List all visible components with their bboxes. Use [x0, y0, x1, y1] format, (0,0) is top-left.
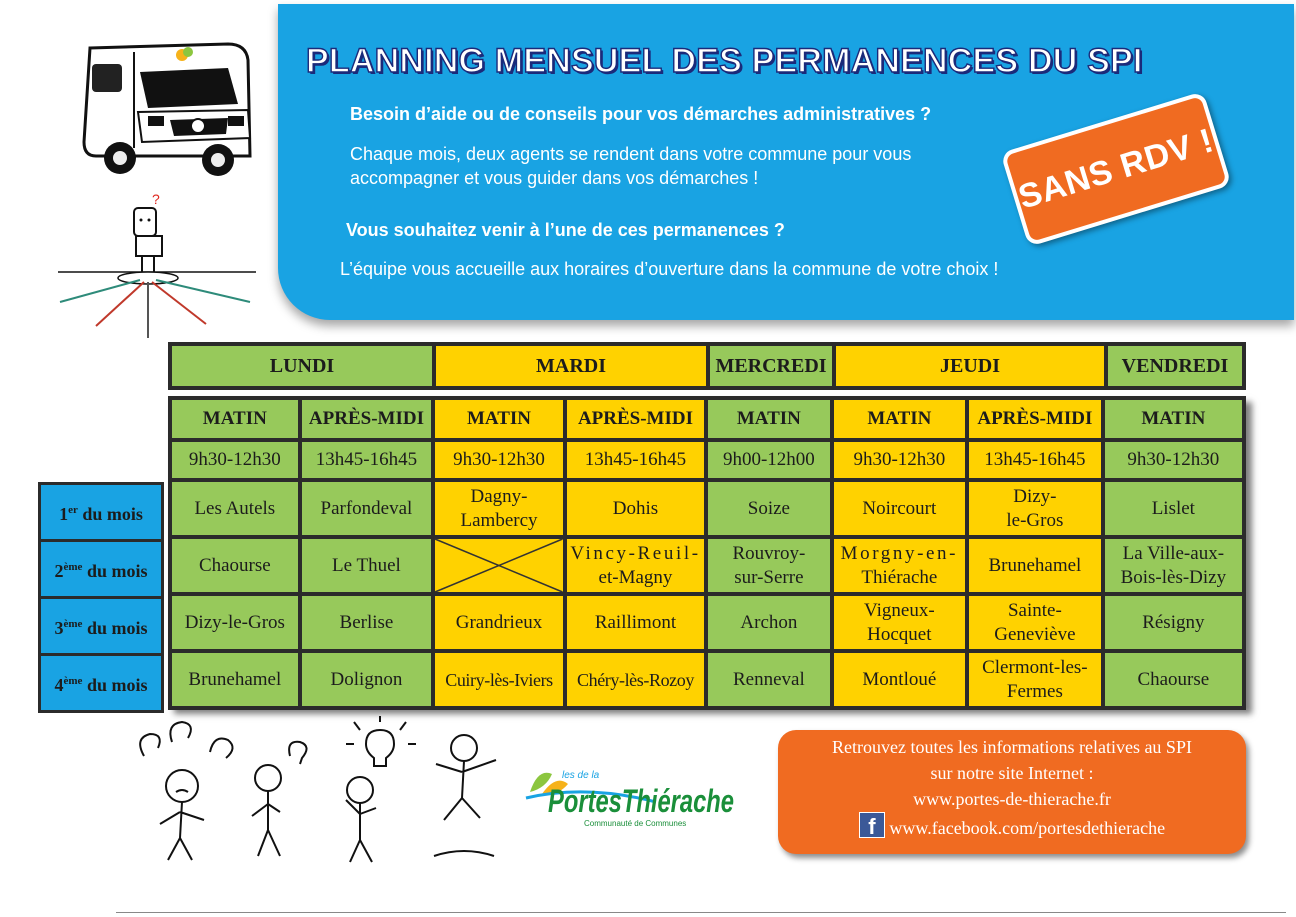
table-row [170, 651, 1244, 708]
period-row [170, 398, 1244, 440]
commune-cell: Vincy-Reuil- et-Magny [565, 537, 706, 594]
hours-cell: 13h45-16h45 [967, 440, 1103, 480]
commune-cell: Dohis [565, 480, 706, 537]
table-row [170, 594, 1244, 651]
commune-cell: Lislet [1103, 480, 1244, 537]
question-help: Besoin d’aide ou de conseils pour vos démarches administratives ? [350, 104, 932, 124]
commune-cell: Cuiry-lès-Iviers [433, 651, 565, 708]
period-cell: APRÈS-MIDI [967, 398, 1103, 440]
commune-cell: Archon [706, 594, 831, 651]
stick-figures-illustration [124, 716, 514, 866]
cross-mark-icon [435, 539, 563, 592]
hours-cell: 9h30-12h30 [832, 440, 967, 480]
week-labels [38, 482, 164, 713]
intro-text-line-1: Chaque mois, deux agents se rendent dans votre commune pour vous [350, 144, 912, 164]
period-cell: MATIN [1103, 398, 1244, 440]
commune-cell: Noircourt [832, 480, 967, 537]
week-labels-wrapper [38, 482, 164, 710]
commune-cell: Dizy- le-Gros [967, 480, 1103, 537]
hours-cell: 9h30-12h30 [433, 440, 565, 480]
day-tuesday: MARDI [434, 344, 708, 388]
schedule-table-wrapper [168, 396, 1246, 708]
commune-cell: Dizy-le-Gros [170, 594, 300, 651]
intro-text-line-2: accompagner et vous guider dans vos démarches ! [350, 168, 759, 188]
commune-cell: Clermont-les- Fermes [967, 651, 1103, 708]
facebook-icon: f [859, 812, 885, 838]
question-visit: Vous souhaitez venir à l’une de ces permanences ? [346, 220, 785, 240]
commune-cell: Dagny- Lambercy [433, 480, 565, 537]
commune-cell: Montloué [832, 651, 967, 708]
commune-cell: Vigneux- Hocquet [832, 594, 967, 651]
week-label: 4ème du mois [40, 655, 163, 712]
commune-cell: Chaourse [1103, 651, 1244, 708]
commune-cell: Grandrieux [433, 594, 565, 651]
no-appointment-label: SANS RDV ! [1013, 120, 1218, 217]
period-cell: MATIN [832, 398, 967, 440]
commune-cell: Chéry-lès-Rozoy [565, 651, 706, 708]
hours-cell: 9h00-12h00 [706, 440, 831, 480]
day-friday: VENDREDI [1106, 344, 1244, 388]
commune-cell: Résigny [1103, 594, 1244, 651]
hours-row [170, 440, 1244, 480]
logo-tagline: Communauté de Communes [584, 819, 687, 828]
week-label: 1er du mois [40, 484, 163, 541]
facebook-line [778, 812, 1246, 841]
day-monday: LUNDI [170, 344, 434, 388]
commune-cell: Berlise [300, 594, 434, 651]
week-label: 3ème du mois [40, 598, 163, 655]
period-cell: MATIN [433, 398, 565, 440]
commune-cell: Rouvroy- sur-Serre [706, 537, 831, 594]
bottom-divider [116, 912, 1286, 913]
portes-de-thierache-logo [520, 762, 740, 832]
day-wednesday: MERCREDI [708, 344, 834, 388]
commune-cell: Dolignon [300, 651, 434, 708]
info-line-2: sur notre site Internet : [930, 763, 1094, 783]
website-link[interactable]: www.portes-de-thierache.fr [913, 789, 1111, 809]
period-cell: MATIN [706, 398, 831, 440]
table-row [170, 480, 1244, 537]
facebook-link[interactable]: www.facebook.com/portesdethierache [889, 818, 1166, 838]
hours-cell: 9h30-12h30 [170, 440, 300, 480]
days-header [168, 342, 1246, 390]
commune-cell: Renneval [706, 651, 831, 708]
commune-cell: Morgny-en- Thiérache [832, 537, 967, 594]
period-cell: APRÈS-MIDI [565, 398, 706, 440]
logo-small-text: les de la [562, 770, 600, 781]
day-thursday: JEUDI [834, 344, 1106, 388]
commune-cell: La Ville-aux- Bois-lès-Dizy [1103, 537, 1244, 594]
week-label: 2ème du mois [40, 541, 163, 598]
logo-main-text: PortesThiérache [548, 783, 734, 819]
commune-cell: Brunehamel [967, 537, 1103, 594]
info-box [778, 730, 1246, 854]
commune-cell: Brunehamel [170, 651, 300, 708]
hours-cell: 13h45-16h45 [565, 440, 706, 480]
hours-cell: 9h30-12h30 [1103, 440, 1244, 480]
crossed-out-cell [433, 537, 565, 594]
info-line-1: Retrouvez toutes les informations relatives au SPI [832, 737, 1192, 757]
person-thinking-icon [56, 190, 262, 342]
svg-text:?: ? [152, 191, 160, 207]
welcome-text: L’équipe vous accueille aux horaires d’ouverture dans la commune de votre choix ! [340, 259, 999, 279]
commune-cell: Le Thuel [300, 537, 434, 594]
table-row [170, 537, 1244, 594]
period-cell: MATIN [170, 398, 300, 440]
intro-text [350, 142, 911, 190]
hours-cell: 13h45-16h45 [300, 440, 434, 480]
commune-cell: Soize [706, 480, 831, 537]
campervan-illustration [78, 38, 262, 180]
commune-cell: Sainte- Geneviève [967, 594, 1103, 651]
commune-cell: Parfondeval [300, 480, 434, 537]
period-cell: APRÈS-MIDI [300, 398, 434, 440]
page-title: PLANNING MENSUEL DES PERMANENCES DU SPI [306, 42, 1143, 80]
commune-cell: Chaourse [170, 537, 300, 594]
commune-cell: Les Autels [170, 480, 300, 537]
commune-cell: Raillimont [565, 594, 706, 651]
schedule-table [168, 396, 1246, 710]
